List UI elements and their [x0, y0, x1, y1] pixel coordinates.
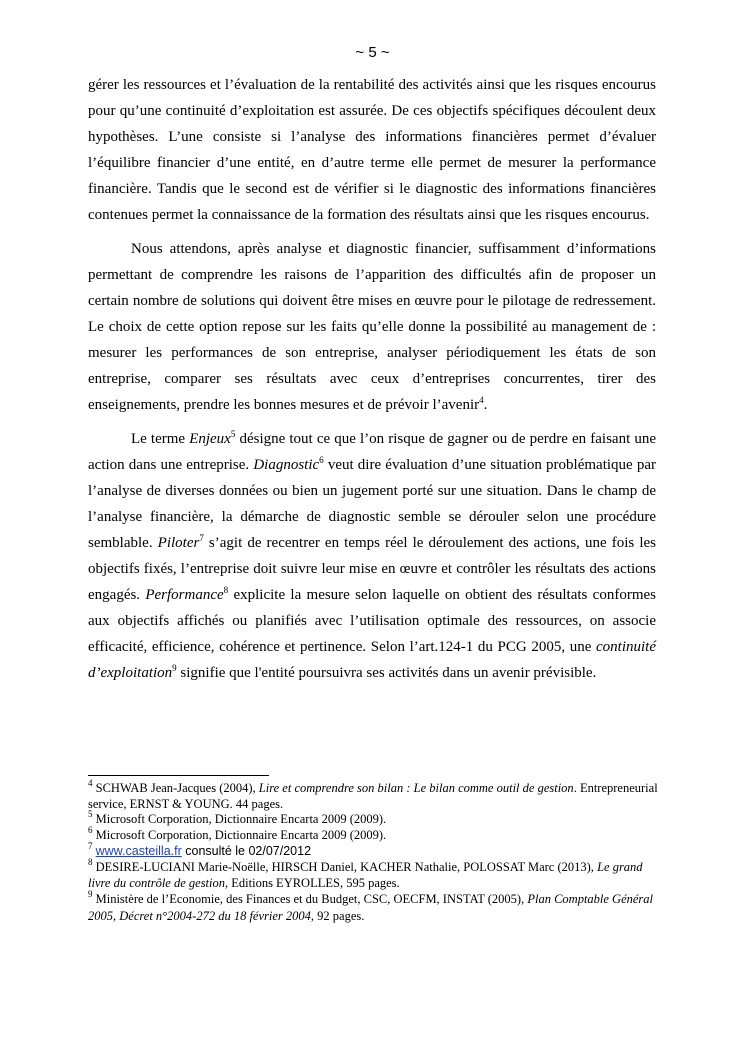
footnote-title: Lire et comprendre son bilan : Le bilan comme outil de gestion — [258, 781, 574, 795]
footnote-text: DESIRE-LUCIANI Marie-Noëlle, HIRSCH Daniel, KACHER Nathalie, POLOSSAT Marc (2013), — [92, 860, 598, 874]
footnote-title: Le grand livre du contrôle de gestion — [88, 860, 643, 890]
footnote-title: Plan Comptable Général 2005, Décret n°2004-272 du 18 février 2004 — [88, 892, 654, 923]
footnote-number: 9 — [88, 889, 93, 899]
footnote-text: consulté le 02/07/2012 — [181, 844, 312, 858]
footnote-number: 6 — [88, 824, 93, 835]
body-text — [88, 72, 656, 694]
footnote-ref-8[interactable]: 8 — [223, 585, 229, 595]
footnote-9 — [88, 891, 663, 925]
footnotes — [88, 778, 663, 925]
term-continuite-exploitation: continuité d’exploitation — [88, 639, 656, 681]
paragraph-2 — [88, 236, 656, 418]
paragraph-2-text: Nous attendons, après analyse et diagnostic financier, suffisamment d’informations permettant de comprendre les raisons de l’apparition des difficultés afin de proposer un certain nombre de solutions qui doivent être mises en œuvre pour le pilotage de redressement. Le choix de cette option repose sur les faits qu’elle donne la possibilité au management de : mesurer les performances de son entreprise, analyser périodiquement les états de son entreprise, comparer ses résultats avec ceux d’entreprises concurrentes, tirer des enseignements, prendre les bonnes mesures et de prévoir l’avenir — [88, 241, 656, 413]
page-number: ~ 5 ~ — [355, 44, 390, 61]
footnote-6 — [88, 824, 663, 844]
footnote-text: SCHWAB Jean-Jacques (2004), — [92, 781, 259, 795]
paragraph-3-text: Le terme — [131, 431, 190, 447]
paragraph-1: gérer les ressources et l’évaluation de la rentabilité des activités ainsi que les risques encourus pour qu’une continuité d’exploitation est assurée. De ces objectifs spécifiques découlent deux hypothèses. L’une consiste si l’analyse des informations financières permet d’évaluer l’équilibre financier d’une entité, en d’autre terme elle permet de mesurer la performance financière. Tandis que le second est de vérifier si le diagnostic des informations financières contenues permet la connaissance de la formation des résultats ainsi que les risques encourus. — [88, 77, 656, 223]
paragraph-3 — [88, 426, 656, 686]
footnote-number: 4 — [88, 778, 93, 788]
footnote-ref-5[interactable]: 5 — [230, 429, 236, 439]
term-piloter: Piloter — [157, 535, 200, 551]
paragraph-3-text: s’agit de recentrer en temps réel le déroulement des actions, une fois les objectifs fixés, l’entreprise doit suivre leur mise en œuvre et contrôler les résultats des actions engagés. — [88, 535, 656, 603]
footnote-text: Ministère de l’Economie, des Finances et du Budget, CSC, OECFM, INSTAT (2005), — [92, 892, 528, 906]
paragraph-3-text: signifie que l'entité poursuivra ses activités dans un avenir prévisible. — [176, 665, 597, 681]
footnote-ref-9[interactable]: 9 — [172, 663, 177, 673]
paragraph-2-end: . — [483, 397, 488, 413]
footnote-number: 5 — [88, 809, 93, 819]
footnote-7 — [88, 843, 663, 860]
term-performance: Performance — [145, 587, 224, 603]
footnote-number: 7 — [88, 841, 93, 851]
footnote-5 — [88, 809, 663, 828]
footnote-4 — [88, 778, 663, 812]
footnote-text: , 92 pages. — [310, 909, 365, 923]
footnote-text: , Editions EYROLLES, 595 pages. — [225, 875, 400, 890]
footnote-number: 8 — [88, 857, 93, 867]
footnote-text: Microsoft Corporation, Dictionnaire Encarta 2009 (2009). — [92, 812, 387, 826]
paragraph-3-text: veut dire évaluation d’une situation problématique par l’analyse de diverses données ou bien un jugement porté sur une situation. Dans le champ de l’analyse financière, la démarche de diagnostic semble se dérouler selon une procédure semblable. — [88, 457, 656, 551]
footnote-separator — [88, 775, 269, 776]
footnote-ref-6[interactable]: 6 — [319, 455, 324, 465]
footnote-8 — [88, 857, 663, 891]
footnote-ref-7[interactable]: 7 — [199, 533, 204, 543]
term-enjeux: Enjeux — [189, 431, 231, 447]
paragraph-3-text: explicite la mesure selon laquelle on obtient des résultats conformes aux objectifs affichés ou planifiés avec l’utilisation optimale des ressources, on associe efficacité, efficience, cohérence et pertinence. Selon l’art.124-1 du PCG 2005, une — [88, 587, 656, 655]
footnote-text: . Entrepreneurial service, ERNST & YOUNG. 44 pages. — [88, 781, 658, 811]
casteilla-link[interactable]: www.casteilla.fr — [95, 844, 182, 858]
footnote-ref-4[interactable]: 4 — [479, 395, 484, 405]
term-diagnostic: Diagnostic — [253, 457, 320, 473]
paragraph-3-text: désigne tout ce que l’on risque de gagner ou de perdre en faisant une action dans une entreprise. — [88, 431, 656, 473]
footnote-text: Microsoft Corporation, Dictionnaire Encarta 2009 (2009). — [92, 827, 387, 842]
